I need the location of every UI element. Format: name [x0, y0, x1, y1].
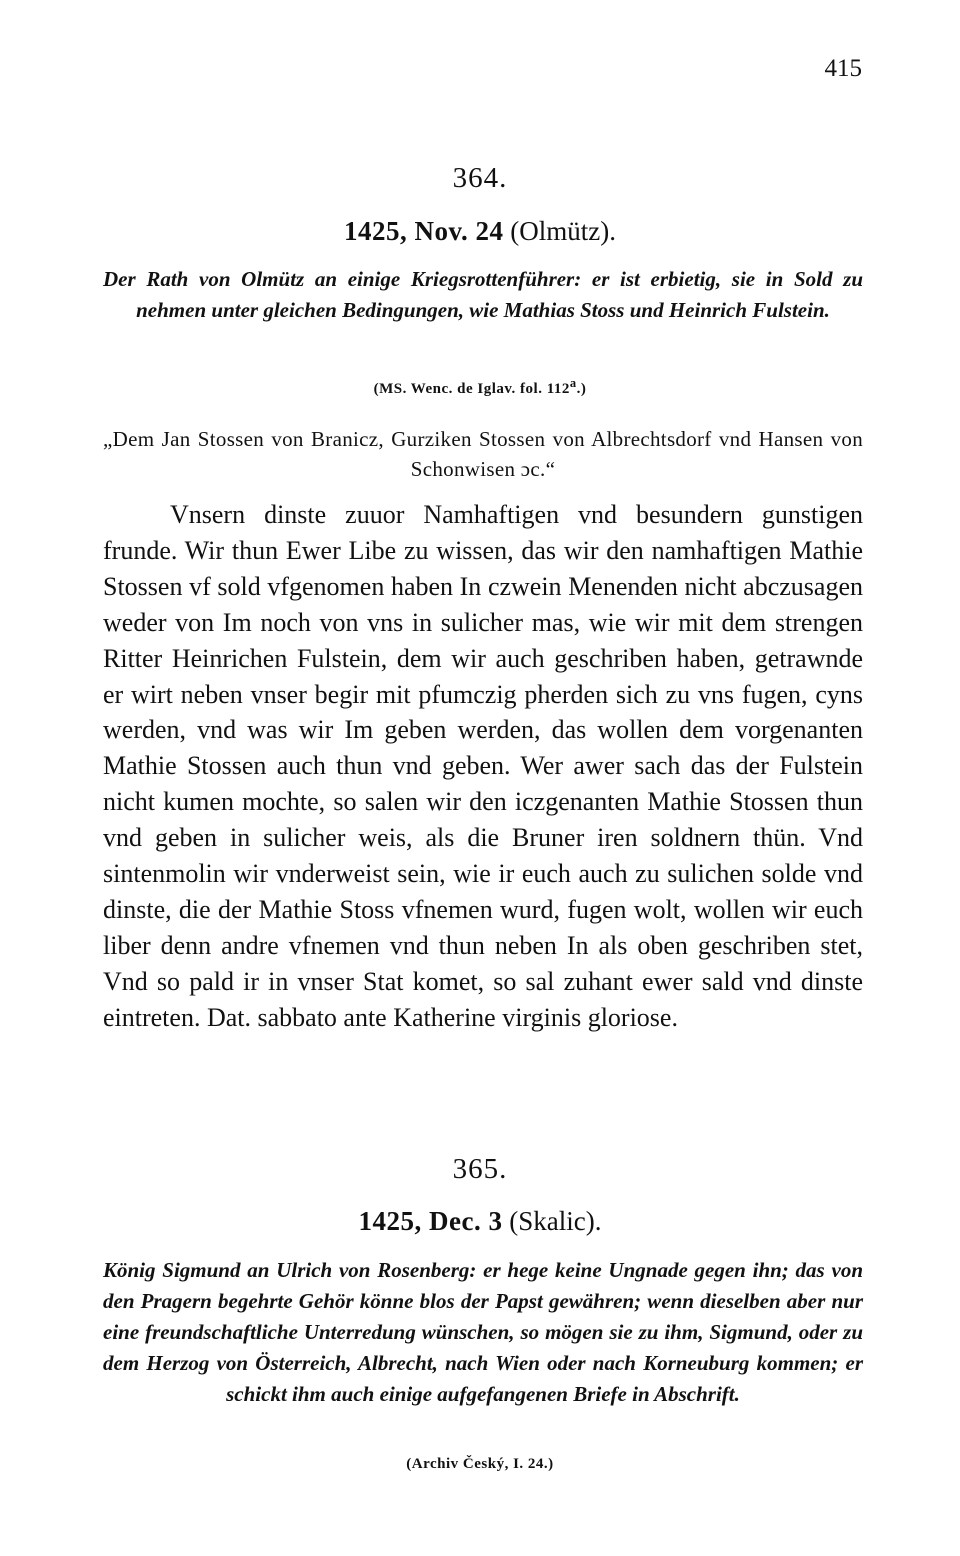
- entry-address-364: „Dem Jan Stossen von Branicz, Gurziken Stossen von Albrechtsdorf vnd Hansen von Schonwisen ɔc.“: [103, 427, 863, 481]
- entry-date-bold: 1425, Nov. 24: [344, 216, 504, 246]
- page-number: 415: [824, 55, 862, 82]
- source-prefix: (MS. Wenc. de Iglav. fol. 112: [373, 381, 570, 397]
- entry-number-365: 365.: [452, 1153, 508, 1185]
- entry-summary-365: König Sigmund an Ulrich von Rosenberg: er hege keine Ungnade gegen ihn; das von den Pragern begehrte Gehör könne blos der Papst gewähren; wenn dieselben aber nur eine freundschaftliche Unterredung wünschen, so mögen sie zu ihm, Sigmund, oder zu dem Herzog von Österreich, Albrecht, nach Wien oder nach Korneuburg kommen; er schickt ihm auch einige aufgefangenen Briefe in Abschrift.: [103, 1258, 863, 1406]
- entry-summary-364: Der Rath von Olmütz an einige Kriegsrottenführer: er ist erbietig, sie in Sold zu nehmen unter gleichen Bedingungen, wie Mathias Stoss und Heinrich Fulstein.: [103, 267, 863, 322]
- entry-source-365: (Archiv Český, I. 24.): [406, 1456, 554, 1472]
- entry-date-364: [0, 216, 960, 247]
- entry-date-bold: 1425, Dec. 3: [358, 1206, 503, 1236]
- entry-source-364: [0, 376, 960, 398]
- entry-number-364: 364.: [452, 162, 508, 194]
- entry-date-365: [0, 1206, 960, 1237]
- source-suffix: .): [576, 381, 587, 397]
- entry-body-364: Vnsern dinste zuuor Namhaftigen vnd besundern gunstigen frunde. Wir thun Ewer Libe zu wissen, das wir den namhaftigen Mathie Stossen vf sold vfgenomen haben In czwein Menenden nicht abczusagen weder von Im noch von vns in sulicher mas, wie wir mit dem strengen Ritter Heinrichen Fulstein, dem wir auch geschriben haben, getrawnde er wirt neben vnser begir mit pfumczig pherden sich zu vns fugen, cyns werden, vnd was wir Im geben werden, das wollen dem vorgenanten Mathie Stossen auch thun vnd geben. Wer awer sach das der Fulstein nicht kumen mochte, so salen wir den iczgenanten Mathie Stossen thun vnd geben in sulicher weis, als die Bruner iren soldnern thün. Vnd sintenmolin wir vnderweist sein, wie ir euch auch zu sulichen solde vnd dinste, die der Mathie Stoss vfnemen wurd, fugen wolt, wollen wir euch liber denn andre vfnemen vnd thun neben In als oben geschriben stet, Vnd so pald ir in vnser Stat komet, so sal zuhant ewer sald vnd dinste eintreten. Dat. sabbato ante Katherine virginis gloriose.: [103, 500, 863, 1032]
- entry-place: (Skalic).: [509, 1206, 602, 1236]
- source-superscript: a: [569, 376, 577, 390]
- entry-place: (Olmütz).: [510, 216, 616, 246]
